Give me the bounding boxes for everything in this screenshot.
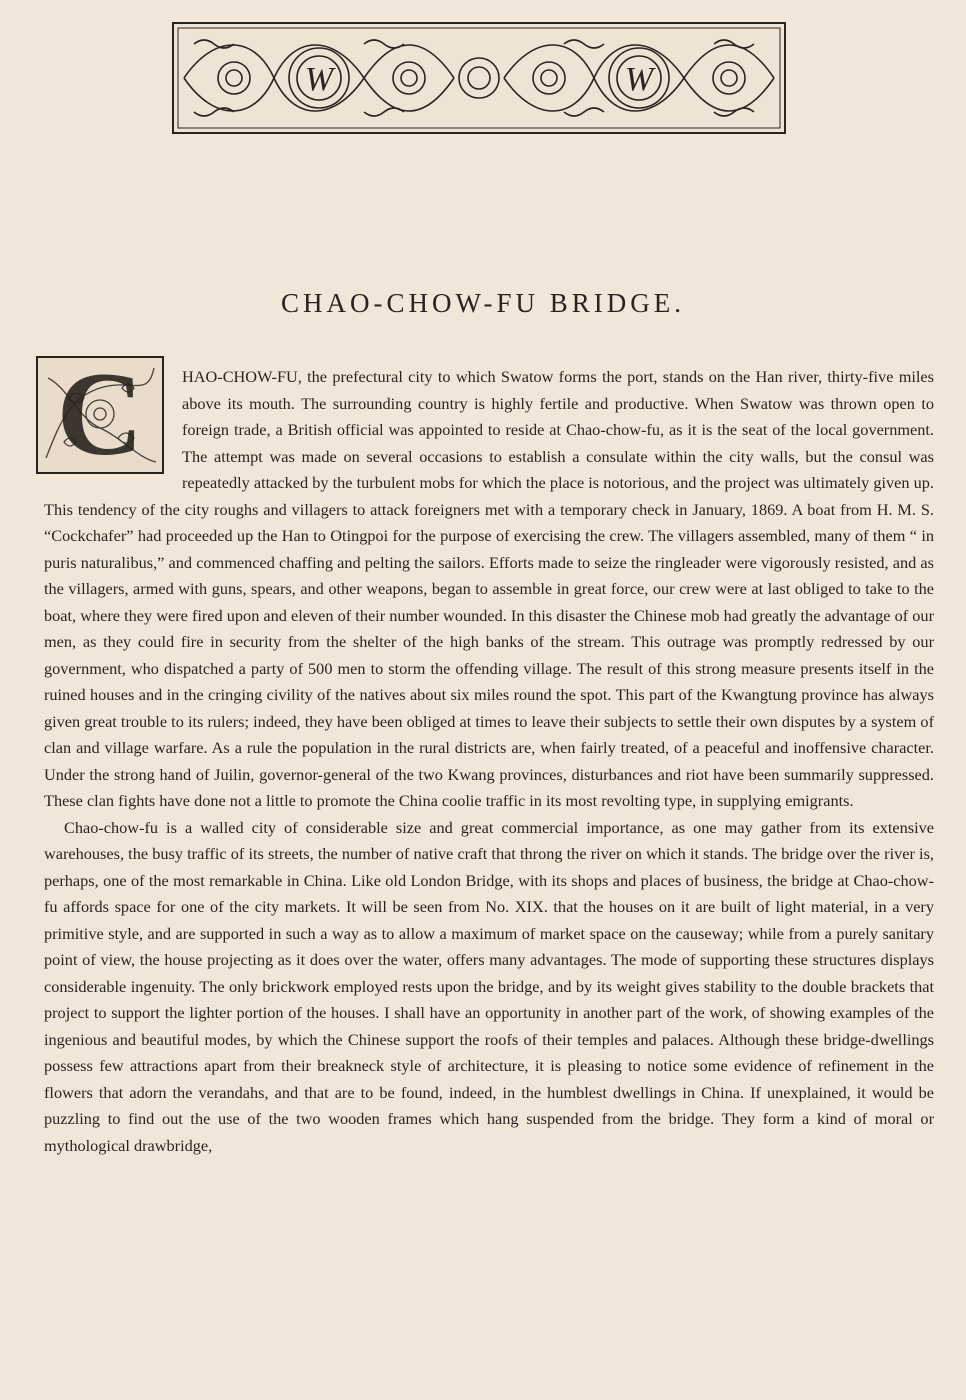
scrollwork-ornament [174,24,784,132]
initial-spacer [44,364,182,491]
paragraph-1: HAO-CHOW-FU, the prefectural city to which Swatow forms the port, stands on the Han river, thirty-five miles above its mouth. The surrounding country is highly fertile and productive. When Swatow was thrown open to foreign trade, a British official was appointed to reside at Chao-chow-fu, as it is the seat of the local government. The attempt was made on several occasions to establish a consulate within the city walls, but the consul was repeatedly attacked by the turbulent mobs for which the place is notorious, and the project was ultimately given up. This tendency of the city roughs and villagers to attack foreigners met with a temporary check in January, 1869. A boat from H. M. S. “Cockchafer” had proceeded up the Han to Otingpoi for the purpose of exercising the crew. The villagers assembled, many of them “ in puris naturalibus,” and commenced chaffing and pelting the sailors. Efforts made to seize the ringleader were vigorously resisted, and as the villagers, armed with guns, spears, and other weapons, began to assemble in great force, our crew were at last obliged to take to the boat, where they were fired upon and eleven of their number wounded. In this disaster the Chinese mob had greatly the advantage of our men, as they could fire in security from the shelter of the high banks of the stream. This outrage was promptly redressed by our government, who dispatched a party of 500 men to storm the offending village. The result of this strong measure presents itself in the ruined houses and in the cringing civility of the natives about six miles round the spot. This part of the Kwangtung province has always given great trouble to its rulers; indeed, they have been obliged at times to leave their subjects to settle their own disputes by a system of clan and village warfare. As a rule the population in the rural districts are, when fairly treated, of a peaceful and inoffensive character. Under the strong hand of Juilin, governor-general of the two Kwang provinces, disturbances and riot have been summarily suppressed. These clan fights have done not a little to promote the China coolie traffic in its most revolting type, in supplying emigrants. [44,367,934,810]
initial-letter: C [56,347,144,480]
paragraph-2: Chao-chow-fu is a walled city of considerable size and great commercial importance, as one may gather from its extensive warehouses, the busy traffic of its streets, the number of native craft that throng the river on which it stands. The bridge over the river is, perhaps, one of the most remarkable in China. Like old London Bridge, with its shops and places of business, the bridge at Chao-chow-fu affords space for one of the city markets. It will be seen from No. XIX. that the houses on it are built of light material, in a very primitive style, and are supported in such a way as to allow a maximum of market space on the causeway; while from a purely sanitary point of view, the house projecting as it does over the water, offers many advantages. The mode of supporting these structures displays considerable ingenuity. The only brickwork employed rests upon the bridge, and by its weight gives stability to the double brackets that project to support the lighter portion of the houses. I shall have an opportunity in another part of the work, of showing examples of the ingenious and beautiful modes, by which the Chinese support the roofs of their temples and palaces. Although these bridge-dwellings possess few attractions apart from their breakneck style of architecture, it is pleasing to notice some evidence of refinement in the flowers that adorn the verandahs, and that are to be found, indeed, in the humblest dwellings in China. If unexplained, it would be puzzling to find out the use of the two wooden frames which hang suspended from the bridge. They form a kind of moral or mythological drawbridge, [44,817,934,1155]
monogram-left: W [304,61,334,98]
page-title: CHAO-CHOW-FU BRIDGE. [281,288,685,318]
body-text [44,364,934,1159]
ornamental-headpiece [172,22,786,134]
monogram-right: W [624,61,654,98]
